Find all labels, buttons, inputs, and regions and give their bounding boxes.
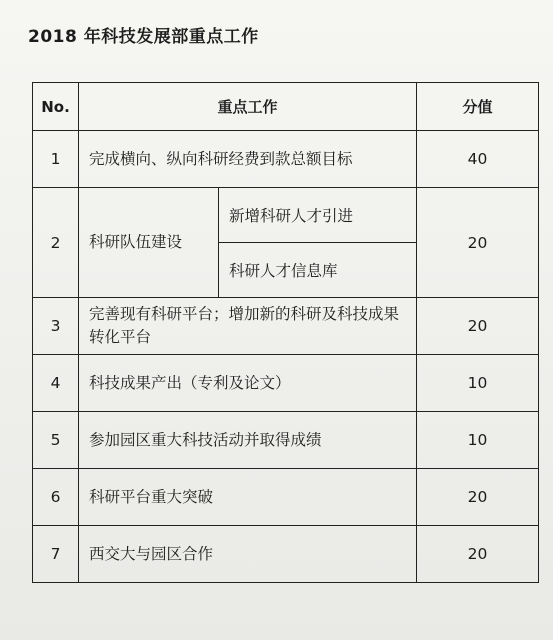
table-header-row (33, 83, 539, 131)
row-score: 20 (417, 526, 539, 583)
header-no: No. (33, 83, 79, 131)
row-content: 科技成果产出（专利及论文） (79, 355, 417, 412)
row-score: 10 (417, 412, 539, 469)
row-number: 7 (33, 526, 79, 583)
table-row (33, 131, 539, 188)
row-content: 西交大与园区合作 (79, 526, 417, 583)
row-content: 科研队伍建设 (79, 188, 219, 298)
row-score: 20 (417, 298, 539, 355)
row-number: 2 (33, 188, 79, 298)
row-content: 完成横向、纵向科研经费到款总额目标 (79, 131, 417, 188)
row-sub-item: 新增科研人才引进 (219, 188, 417, 243)
page-title: 2018 年科技发展部重点工作 (28, 27, 259, 47)
row-score: 20 (417, 188, 539, 298)
key-work-table (32, 82, 539, 583)
row-content: 完善现有科研平台；增加新的科研及科技成果转化平台 (79, 298, 417, 355)
row-content: 参加园区重大科技活动并取得成绩 (79, 412, 417, 469)
row-number: 6 (33, 469, 79, 526)
row-number: 4 (33, 355, 79, 412)
row-score: 10 (417, 355, 539, 412)
row-score: 20 (417, 469, 539, 526)
row-sub-item: 科研人才信息库 (219, 243, 417, 298)
row-score: 40 (417, 131, 539, 188)
table-row (33, 412, 539, 469)
table-row (33, 526, 539, 583)
header-score: 分值 (417, 83, 539, 131)
row-number: 1 (33, 131, 79, 188)
table-row (33, 355, 539, 412)
table-row (33, 188, 539, 243)
row-number: 3 (33, 298, 79, 355)
table-row (33, 298, 539, 355)
row-number: 5 (33, 412, 79, 469)
header-key-work: 重点工作 (79, 83, 417, 131)
table-row (33, 469, 539, 526)
row-content: 科研平台重大突破 (79, 469, 417, 526)
